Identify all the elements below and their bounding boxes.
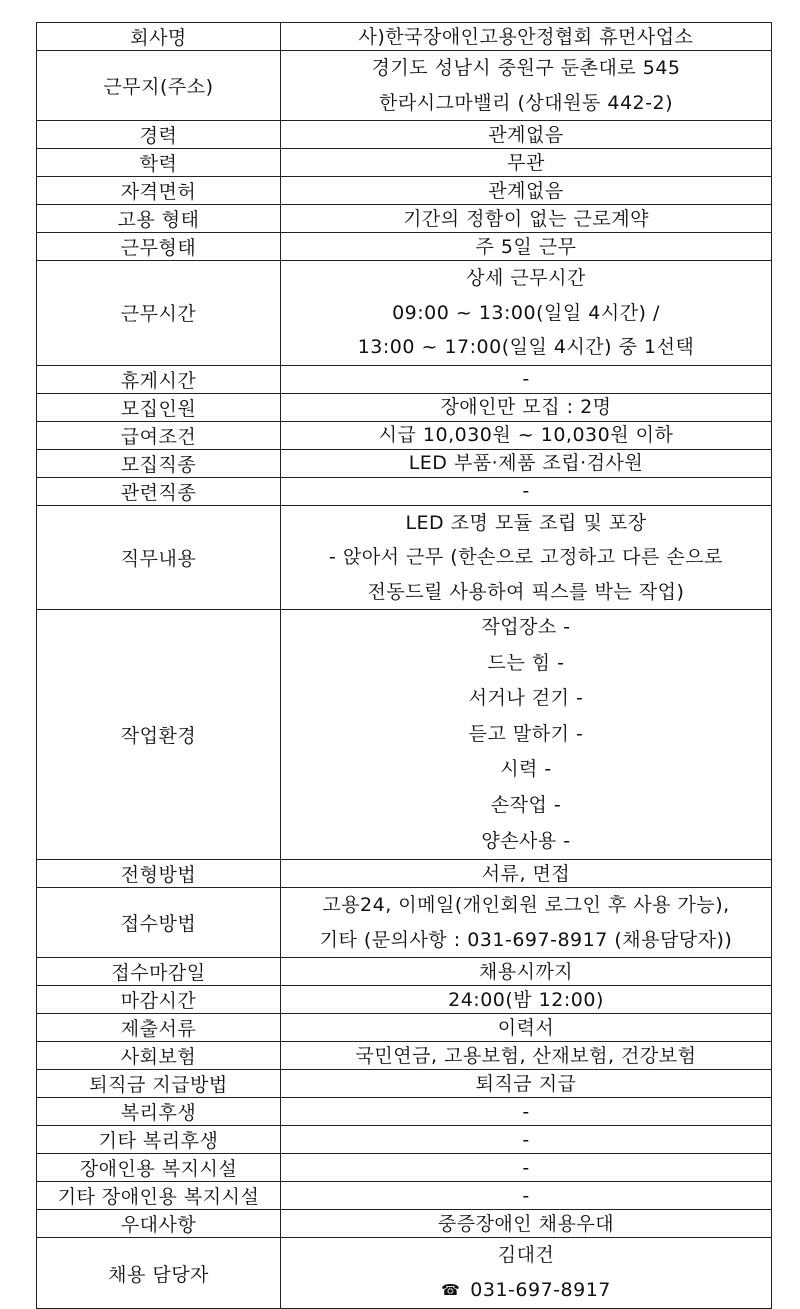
telephone-icon: ☎ bbox=[441, 1280, 461, 1299]
row-label: 급여조건 bbox=[37, 421, 281, 449]
table-row-employment-type bbox=[37, 205, 772, 233]
row-value bbox=[281, 149, 772, 177]
table-row-social-insurance bbox=[37, 1042, 772, 1070]
table-row-pay bbox=[37, 421, 772, 449]
value-line: 채용시까지 bbox=[478, 960, 574, 983]
table-row-documents bbox=[37, 1014, 772, 1042]
value-line: 13:00 ~ 17:00(일일 4시간) 중 1선택 bbox=[357, 336, 695, 358]
table-row-career bbox=[37, 121, 772, 149]
value-line: 기간의 정함이 없는 근로계약 bbox=[403, 207, 649, 230]
value-line: - bbox=[522, 368, 530, 390]
row-value bbox=[281, 1014, 772, 1042]
row-label: 경력 bbox=[37, 121, 281, 149]
value-line: 고용24, 이메일(개인회원 로그인 후 사용 가능), bbox=[322, 894, 730, 917]
row-label: 기타 장애인용 복지시설 bbox=[37, 1182, 281, 1210]
table-row-license bbox=[37, 177, 772, 205]
value-line: 경기도 성남시 중원구 둔촌대로 545 bbox=[371, 57, 681, 79]
row-label: 근무지(주소) bbox=[37, 51, 281, 121]
value-line: 24:00(밤 12:00) bbox=[448, 988, 604, 1011]
row-label: 접수방법 bbox=[37, 888, 281, 958]
row-value bbox=[281, 505, 772, 610]
value-line: LED 부품·제품 조립·검사원 bbox=[408, 452, 644, 474]
row-value bbox=[281, 1042, 772, 1070]
row-value bbox=[281, 205, 772, 233]
table-row-job-category bbox=[37, 449, 772, 477]
value-line: - 앉아서 근무 (한손으로 고정하고 다른 손으로 bbox=[329, 546, 723, 568]
row-label: 모집인원 bbox=[37, 393, 281, 421]
row-value bbox=[281, 1126, 772, 1154]
row-value bbox=[281, 1210, 772, 1238]
value-line: 퇴직금 지급 bbox=[475, 1072, 577, 1095]
table-row-work-form bbox=[37, 233, 772, 261]
row-value bbox=[281, 1070, 772, 1098]
value-line: 드는 힘 - bbox=[487, 651, 565, 674]
row-value bbox=[281, 421, 772, 449]
row-value bbox=[281, 477, 772, 505]
table-row-other-disability-facilities bbox=[37, 1182, 772, 1210]
table-row-related-job bbox=[37, 477, 772, 505]
row-value bbox=[281, 177, 772, 205]
row-value bbox=[281, 1154, 772, 1182]
row-label: 채용 담당자 bbox=[37, 1238, 281, 1309]
row-label: 복리후생 bbox=[37, 1098, 281, 1126]
table-row-selection-method bbox=[37, 860, 772, 888]
table-row-preference bbox=[37, 1210, 772, 1238]
row-label: 직무내용 bbox=[37, 505, 281, 610]
row-value bbox=[281, 393, 772, 421]
row-label: 제출서류 bbox=[37, 1014, 281, 1042]
row-value bbox=[281, 1238, 772, 1309]
value-line: 09:00 ~ 13:00(일일 4시간) / bbox=[392, 301, 660, 324]
value-line: 중증장애인 채용우대 bbox=[437, 1212, 615, 1235]
table-row-other-benefits bbox=[37, 1126, 772, 1154]
value-line: 무관 bbox=[507, 151, 545, 174]
table-row-education bbox=[37, 149, 772, 177]
row-label: 모집직종 bbox=[37, 449, 281, 477]
job-posting-table bbox=[36, 22, 772, 1309]
value-line: 사)한국장애인고용안정협회 휴먼사업소 bbox=[358, 25, 694, 48]
row-label: 기타 복리후생 bbox=[37, 1126, 281, 1154]
row-label: 자격면허 bbox=[37, 177, 281, 205]
table-row-company bbox=[37, 23, 772, 51]
row-label: 근무시간 bbox=[37, 261, 281, 366]
table-row-work-environment bbox=[37, 610, 772, 860]
table-row-address bbox=[37, 51, 772, 121]
row-value bbox=[281, 1182, 772, 1210]
value-line: 김대건 bbox=[497, 1244, 555, 1267]
row-label: 전형방법 bbox=[37, 860, 281, 888]
value-line: LED 조명 모듈 조립 및 포장 bbox=[405, 511, 647, 534]
row-value bbox=[281, 449, 772, 477]
row-label: 학력 bbox=[37, 149, 281, 177]
value-line: - bbox=[522, 1184, 530, 1207]
row-label: 작업환경 bbox=[37, 610, 281, 860]
row-value bbox=[281, 233, 772, 261]
table-row-disability-facilities bbox=[37, 1154, 772, 1182]
table-row-contact-person bbox=[37, 1238, 772, 1309]
row-label: 사회보험 bbox=[37, 1042, 281, 1070]
row-value bbox=[281, 610, 772, 860]
value-line: 기타 (문의사항 : 031-697-8917 (채용담당자)) bbox=[319, 928, 733, 951]
row-label: 근무형태 bbox=[37, 233, 281, 261]
row-value bbox=[281, 121, 772, 149]
value-line: 관계없음 bbox=[488, 179, 564, 202]
value-line: - bbox=[522, 1100, 530, 1123]
table-row-deadline-time bbox=[37, 986, 772, 1014]
phone-number: 031-697-8917 bbox=[470, 1278, 611, 1301]
value-line: 시력 - bbox=[500, 758, 552, 781]
value-line: 서거나 걷기 - bbox=[468, 687, 584, 710]
table-row-work-hours bbox=[37, 261, 772, 366]
table-row-severance-pay bbox=[37, 1070, 772, 1098]
value-line: - bbox=[522, 1156, 530, 1179]
value-line: 관계없음 bbox=[488, 123, 564, 146]
row-value bbox=[281, 958, 772, 986]
value-line: 작업장소 - bbox=[481, 616, 571, 638]
phone-line bbox=[285, 1273, 767, 1309]
row-value bbox=[281, 860, 772, 888]
row-value bbox=[281, 365, 772, 393]
row-label: 접수마감일 bbox=[37, 958, 281, 986]
row-value bbox=[281, 986, 772, 1014]
table-row-application-method bbox=[37, 888, 772, 958]
table-row-break-time bbox=[37, 365, 772, 393]
row-value bbox=[281, 51, 772, 121]
value-line: 상세 근무시간 bbox=[466, 267, 586, 289]
table-row-job-description bbox=[37, 505, 772, 610]
value-line: 손작업 - bbox=[490, 793, 562, 816]
value-line: 양손사용 - bbox=[481, 829, 571, 852]
row-label: 장애인용 복지시설 bbox=[37, 1154, 281, 1182]
row-label: 마감시간 bbox=[37, 986, 281, 1014]
row-value bbox=[281, 888, 772, 958]
row-value bbox=[281, 1098, 772, 1126]
value-line: 국민연금, 고용보험, 산재보험, 건강보험 bbox=[355, 1044, 697, 1067]
row-label: 고용 형태 bbox=[37, 205, 281, 233]
table-row-benefits bbox=[37, 1098, 772, 1126]
value-line: 장애인만 모집 : 2명 bbox=[440, 396, 612, 418]
row-value bbox=[281, 261, 772, 366]
value-line: - bbox=[522, 480, 530, 502]
row-label: 우대사항 bbox=[37, 1210, 281, 1238]
row-label: 휴게시간 bbox=[37, 365, 281, 393]
table-row-deadline-date bbox=[37, 958, 772, 986]
value-line: 이력서 bbox=[497, 1016, 555, 1039]
value-line: 전동드릴 사용하여 픽스를 박는 작업) bbox=[367, 580, 685, 603]
value-line: 시급 10,030원 ~ 10,030원 이하 bbox=[378, 424, 674, 446]
row-value bbox=[281, 23, 772, 51]
value-line: 듣고 말하기 - bbox=[468, 722, 584, 745]
table-row-headcount bbox=[37, 393, 772, 421]
row-label: 퇴직금 지급방법 bbox=[37, 1070, 281, 1098]
row-label: 관련직종 bbox=[37, 477, 281, 505]
value-line: 주 5일 근무 bbox=[475, 235, 577, 258]
value-line: 서류, 면접 bbox=[481, 862, 571, 885]
row-label: 회사명 bbox=[37, 23, 281, 51]
value-line: - bbox=[522, 1128, 530, 1151]
value-line: 한라시그마밸리 (상대원동 442-2) bbox=[378, 91, 673, 114]
